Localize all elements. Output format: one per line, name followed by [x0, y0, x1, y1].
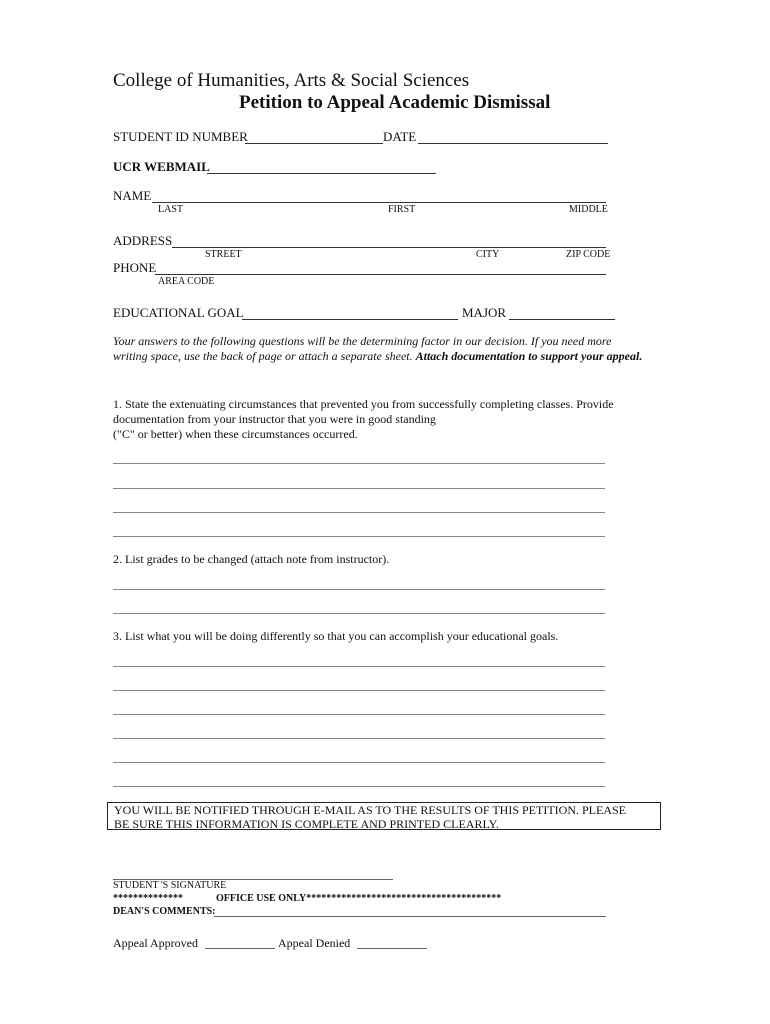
goal-label: EDUCATIONAL GOAL [113, 305, 244, 320]
address-zip-caption: ZIP CODE [566, 249, 611, 260]
notice-line-2: BE SURE THIS INFORMATION IS COMPLETE AND PRINTED CLEARLY. [114, 817, 499, 831]
instructions-text: Your answers to the following questions will be the determining factor in our decision. If you need more writing space, use the back of page or attach a separate sheet. [113, 334, 612, 363]
student-id-label: STUDENT ID NUMBER [113, 129, 248, 144]
name-field[interactable] [152, 202, 606, 203]
name-middle-caption: MIDDLE [569, 204, 608, 215]
notice-line-1: YOU WILL BE NOTIFIED THROUGH E-MAIL AS TO THE RESULTS OF THIS PETITION. PLEASE [114, 803, 627, 817]
answer-1-line[interactable] [113, 512, 605, 513]
phone-field[interactable] [155, 274, 606, 275]
answer-3-line[interactable] [113, 762, 605, 763]
answer-3-line[interactable] [113, 690, 605, 691]
college-name: College of Humanities, Arts & Social Sciences [113, 70, 470, 91]
answer-2-line[interactable] [113, 613, 605, 614]
answer-2-line[interactable] [113, 589, 605, 590]
phone-label: PHONE [113, 260, 157, 275]
question-1-text: 1. State the extenuating circumstances that prevented you from successfully completing classes. Provide documentation from your instructor that you were in good standing [113, 397, 614, 426]
address-field[interactable] [172, 247, 606, 248]
date-label: DATE [383, 129, 417, 144]
answer-3-line[interactable] [113, 738, 605, 739]
phone-area-caption: AREA CODE [158, 276, 215, 287]
address-street-caption: STREET [205, 249, 242, 260]
name-label: NAME [113, 188, 152, 203]
webmail-field[interactable] [207, 173, 436, 174]
answer-1-line[interactable] [113, 488, 605, 489]
deans-comments-label: DEAN'S COMMENTS: [113, 906, 216, 917]
question-3: 3. List what you will be doing differently so that you can accomplish your educational goals. [113, 629, 559, 643]
major-label: MAJOR [462, 305, 507, 320]
answer-1-line[interactable] [113, 536, 605, 537]
instructions [113, 334, 648, 364]
student-id-field[interactable] [245, 143, 383, 144]
question-1 [113, 397, 648, 442]
signature-label: STUDENT 'S SIGNATURE [113, 880, 227, 891]
office-stars: ************** [113, 893, 183, 904]
webmail-label: UCR WEBMAIL [113, 159, 210, 174]
address-label: ADDRESS [113, 233, 173, 248]
appeal-approved-label: Appeal Approved [113, 936, 198, 950]
answer-3-line[interactable] [113, 714, 605, 715]
date-field[interactable] [418, 143, 608, 144]
page-title: Petition to Appeal Academic Dismissal [239, 92, 551, 113]
goal-field[interactable] [242, 319, 458, 320]
answer-1-line[interactable] [113, 463, 605, 464]
notice-box [107, 802, 661, 830]
office-use-label: OFFICE USE ONLY*************************************** [216, 893, 502, 904]
name-first-caption: FIRST [388, 204, 416, 215]
appeal-denied-label: Appeal Denied [278, 936, 351, 950]
major-field[interactable] [509, 319, 615, 320]
appeal-approved-field[interactable] [205, 948, 275, 949]
answer-3-line[interactable] [113, 666, 605, 667]
appeal-denied-field[interactable] [357, 948, 427, 949]
name-last-caption: LAST [158, 204, 183, 215]
deans-comments-field[interactable] [214, 916, 606, 917]
question-1-text-b: ("C" or better) when these circumstances occurred. [113, 427, 358, 441]
instructions-emphasis: Attach documentation to support your appeal. [415, 349, 643, 363]
address-city-caption: CITY [476, 249, 500, 260]
question-2: 2. List grades to be changed (attach note from instructor). [113, 552, 390, 566]
answer-3-line[interactable] [113, 786, 605, 787]
